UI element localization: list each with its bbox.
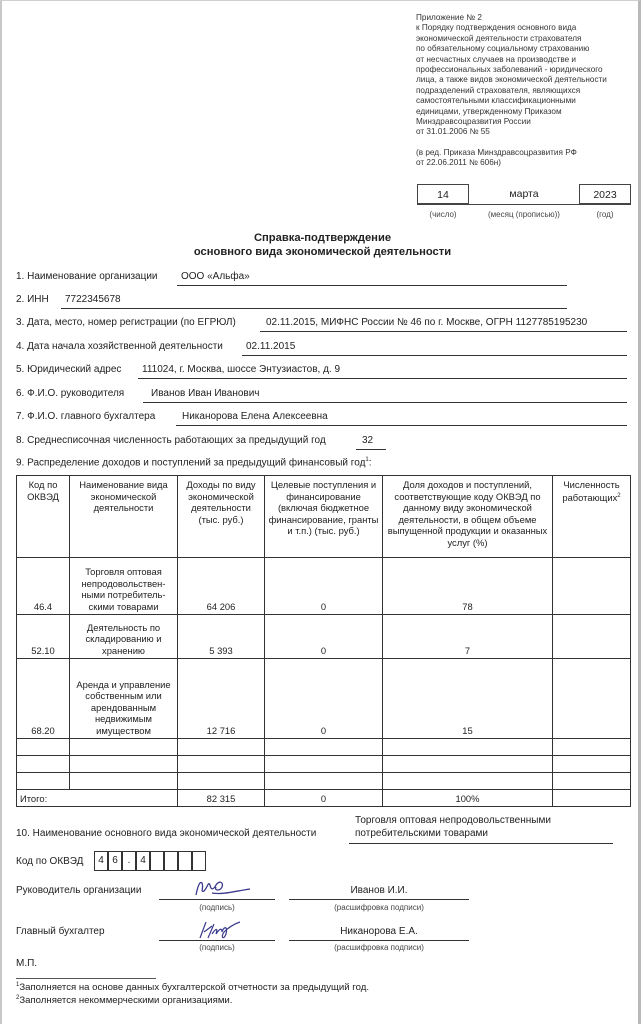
field-org-name	[16, 271, 630, 287]
director-value[interactable]: Иванов Иван Иванович	[143, 388, 627, 403]
director-role-label: Руководитель организации	[16, 885, 142, 896]
total-income[interactable]: 82 315	[178, 790, 265, 807]
inn-value[interactable]: 7722345678	[61, 294, 567, 309]
cell-employees[interactable]	[553, 558, 631, 615]
accountant-name-line[interactable]	[289, 940, 469, 941]
appendix-line: от 31.01.2006 № 55	[416, 127, 490, 137]
appendix-line: единицами, утвержденному Приказом	[416, 106, 562, 116]
total-share[interactable]: 100%	[383, 790, 553, 807]
footnote-2: $^2$Заполняется некоммерческими организациями.	[16, 995, 233, 1007]
field-label: 1. Наименование организации	[16, 271, 158, 282]
headcount-value[interactable]: 32	[356, 435, 386, 450]
date-day-field[interactable]: 14	[417, 184, 469, 204]
cell-name[interactable]: Деятельность по складированию и хранению	[70, 615, 178, 659]
field-label: 3. Дата, место, номер регистрации (по ЕГРЮЛ)	[16, 317, 236, 328]
accountant-sign-caption: (подпись)	[199, 943, 235, 952]
table-row	[17, 558, 631, 615]
revision-line: (в ред. Приказа Минздравсоцразвития РФ	[416, 147, 577, 157]
appendix-line: самостоятельными классификационными	[416, 96, 576, 106]
header-employees: Численность работающих$^2$	[553, 476, 631, 558]
title-line-1: Справка-подтверждение	[253, 232, 392, 244]
address-value[interactable]: 111024, г. Москва, шоссе Энтузиастов, д. 9	[138, 364, 627, 379]
total-employees[interactable]	[553, 790, 631, 807]
cell-name[interactable]: Торговля оптовая непродовольствен-ными потребитель-скими товарами	[70, 558, 178, 615]
cell-name[interactable]: Аренда и управление собственным или арендованным недвижимым имуществом	[70, 659, 178, 739]
appendix-line: экономической деятельности страхователя	[416, 33, 582, 43]
empty-table-row	[17, 756, 631, 773]
header-activity-name: Наименование вида экономической деятельности	[70, 476, 178, 558]
field-registration	[16, 317, 630, 333]
start-date-value[interactable]: 02.11.2015	[242, 341, 627, 356]
okved-label: Код по ОКВЭД	[16, 856, 84, 867]
director-name-caption: (расшифровка подписи)	[334, 903, 424, 912]
header-okved-code: Код по ОКВЭД	[17, 476, 70, 558]
cell-income[interactable]: 12 716	[178, 659, 265, 739]
footnote-1: $^1$Заполняется на основе данных бухгалтерской отчетности за предыдущий год.	[16, 982, 369, 994]
accountant-signature-icon	[194, 918, 244, 942]
okved-digit-box[interactable]: 4	[136, 851, 150, 871]
month-caption: (месяц (прописью))	[488, 210, 560, 219]
empty-table-row	[17, 773, 631, 790]
cell-share[interactable]: 7	[383, 615, 553, 659]
footnote-mark: 1	[365, 457, 369, 463]
appendix-header	[416, 13, 641, 169]
director-signature-icon	[192, 877, 262, 901]
total-targeted[interactable]: 0	[265, 790, 383, 807]
director-name: Иванов И.И.	[350, 885, 408, 896]
field-address	[16, 364, 630, 380]
cell-targeted[interactable]: 0	[265, 659, 383, 739]
appendix-line: к Порядку подтверждения основного вида	[416, 23, 577, 33]
field-director	[16, 388, 630, 404]
okved-digit-box[interactable]	[178, 851, 192, 871]
director-sign-caption: (подпись)	[199, 903, 235, 912]
main-activity-value[interactable]: Торговля оптовая непродовольственными потребительскими товарами	[349, 815, 613, 844]
main-activity-label: 10. Наименование основного вида экономической деятельности	[16, 828, 317, 839]
header-targeted-funding: Целевые поступления и финансирование (включая бюджетное финансирование, гранты и т.п.) (тыс. руб.)	[265, 476, 383, 558]
total-label: Итого:	[17, 790, 178, 807]
okved-digit-box[interactable]	[164, 851, 178, 871]
field-inn	[16, 294, 630, 310]
org-name-value[interactable]: ООО «Альфа»	[177, 271, 567, 286]
date-block	[417, 184, 631, 226]
accountant-name: Никанорова Е.А.	[340, 926, 418, 937]
field-label: 9. Распределение доходов и поступлений за предыдущий финансовый год	[16, 457, 366, 469]
appendix-line: от несчастных случаев на производстве и	[416, 54, 577, 64]
field-accountant	[16, 411, 630, 427]
okved-digit-box[interactable]: .	[122, 851, 136, 871]
footnote-divider	[16, 978, 156, 979]
revision-line: от 22.06.2011 № 606н)	[416, 158, 502, 168]
field-headcount	[16, 435, 630, 451]
cell-employees[interactable]	[553, 615, 631, 659]
total-row	[17, 790, 631, 807]
appendix-line: Приложение № 2	[416, 13, 482, 22]
cell-code[interactable]: 46.4	[17, 558, 70, 615]
empty-table-row	[17, 739, 631, 756]
appendix-line: по обязательному социальному страхованию	[416, 44, 590, 54]
cell-share[interactable]: 15	[383, 659, 553, 739]
okved-digit-box[interactable]: 4	[94, 851, 108, 871]
field-label: 8. Среднесписочная численность работающих за предыдущий год	[16, 435, 326, 446]
cell-employees[interactable]	[553, 659, 631, 739]
cell-code[interactable]: 52.10	[17, 615, 70, 659]
okved-digit-box[interactable]	[192, 851, 206, 871]
document-title	[2, 231, 641, 259]
field-label: 7. Ф.И.О. главного бухгалтера	[16, 411, 156, 422]
table-row	[17, 615, 631, 659]
appendix-line: лица, а также видов экономической деятельности	[416, 75, 607, 85]
okved-digit-box[interactable]	[150, 851, 164, 871]
stamp-placeholder: М.П.	[16, 958, 38, 969]
director-name-line[interactable]	[289, 899, 469, 900]
okved-digit-box[interactable]: 6	[108, 851, 122, 871]
accountant-role-label: Главный бухгалтер	[16, 926, 105, 937]
appendix-line: профессиональных заболеваний - юридического	[416, 65, 603, 75]
income-distribution-table	[16, 475, 631, 807]
cell-code[interactable]: 68.20	[17, 659, 70, 739]
day-caption: (число)	[429, 210, 457, 219]
date-month-field[interactable]: марта	[509, 188, 539, 200]
title-line-2: основного вида экономической деятельности	[193, 246, 452, 258]
cell-targeted[interactable]: 0	[265, 558, 383, 615]
year-caption: (год)	[596, 210, 614, 219]
cell-targeted[interactable]: 0	[265, 615, 383, 659]
field-label: 4. Дата начала хозяйственной деятельности	[16, 341, 223, 352]
field-label: 5. Юридический адрес	[16, 364, 122, 375]
accountant-name-caption: (расшифровка подписи)	[334, 943, 424, 952]
appendix-line: подразделений страхователя, являющихся	[416, 85, 581, 95]
table-row	[17, 659, 631, 739]
field-distribution: 9. Распределение доходов и поступлений за предыдущий финансовый год$^1$:	[16, 457, 372, 469]
registration-value[interactable]: 02.11.2015, МИФНС России № 46 по г. Москве, ОГРН 1127785195230	[260, 317, 627, 332]
date-year-field[interactable]: 2023	[579, 184, 631, 204]
field-start-date	[16, 341, 630, 357]
header-share: Доля доходов и поступлений, соответствующие коду ОКВЭД по данному виду экономической деятельности, в общем объеме выпущенной продукции и оказанных услуг (%)	[383, 476, 553, 558]
field-label: 6. Ф.И.О. руководителя	[16, 388, 125, 399]
accountant-value[interactable]: Никанорова Елена Алексеевна	[176, 411, 627, 426]
cell-income[interactable]: 5 393	[178, 615, 265, 659]
header-income: Доходы по виду экономической деятельности (тыс. руб.)	[178, 476, 265, 558]
cell-share[interactable]: 78	[383, 558, 553, 615]
appendix-line: Минздравсоцразвития России	[416, 117, 531, 127]
cell-income[interactable]: 64 206	[178, 558, 265, 615]
field-label: 2. ИНН	[16, 294, 49, 305]
table-header-row	[17, 476, 631, 558]
